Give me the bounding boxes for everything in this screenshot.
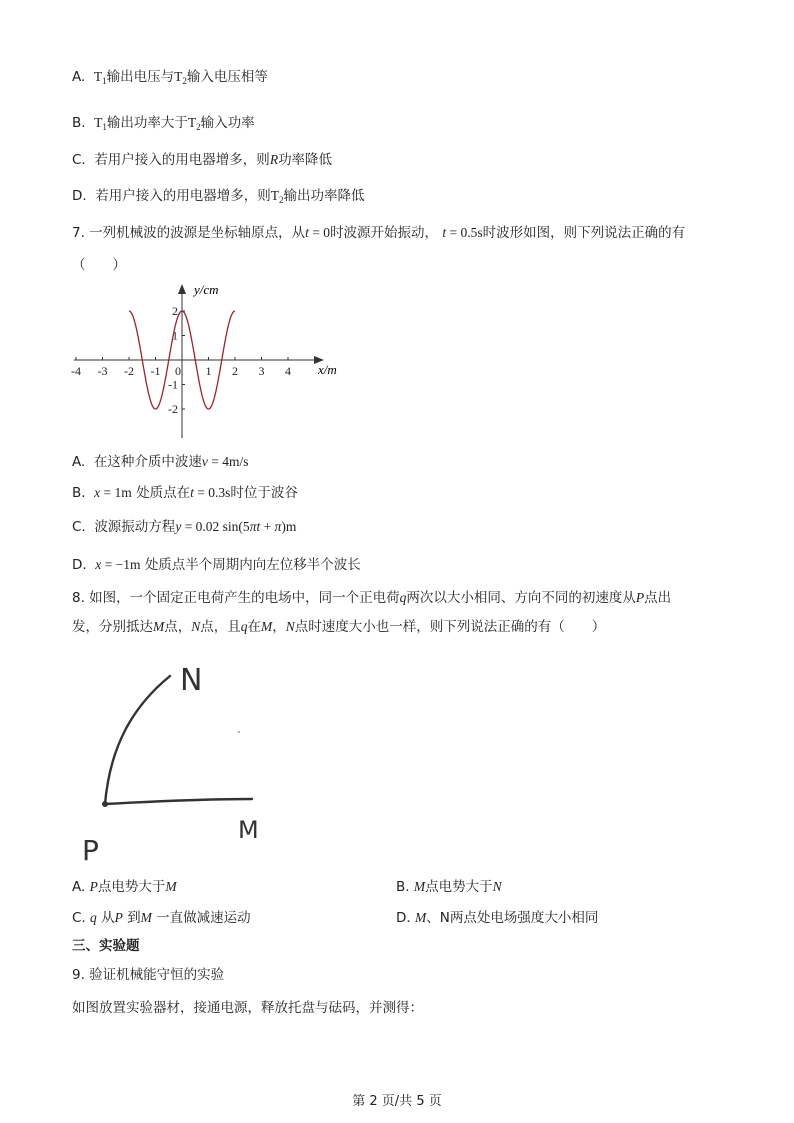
x-tick-label: 4: [285, 364, 291, 378]
y-axis-label: y/cm: [194, 282, 219, 297]
q6-option-a: A. $T_1$输出电压与$T_2$输入电压相等: [72, 69, 268, 86]
field-sketch: [70, 652, 290, 872]
y-tick-label: 2: [172, 304, 178, 318]
path-p-to-m: [105, 799, 252, 804]
x-tick-label: -4: [71, 364, 81, 378]
x-axis-label: x/m: [318, 362, 337, 377]
q7-option-b: B. x = 1m 处质点在t = 0.3s时位于波谷: [72, 485, 298, 501]
q8-option-c: C. q 从P 到M 一直做减速运动: [72, 910, 251, 926]
label-m: M: [238, 816, 259, 844]
q9-body: 如图放置实验器材，接通电源，释放托盘与砝码，并测得：: [72, 1000, 423, 1016]
q6-option-b: B. $T_1$输出功率大于$T_2$输入功率: [72, 115, 255, 132]
x-tick-label: 1: [205, 364, 212, 378]
label-p: P: [82, 834, 99, 867]
path-p-to-n: [105, 676, 170, 804]
q8-option-a: A. P点电势大于M: [72, 879, 177, 895]
q6-option-d: D. 若用户接入的用电器增多，则$T_2$输出功率降低: [72, 188, 365, 205]
x-tick-label: -2: [124, 364, 134, 378]
point-p: [102, 801, 108, 807]
q8-option-d: D. M、N两点处电场强度大小相同: [396, 910, 599, 926]
dot-mark: [238, 731, 240, 733]
q7-option-d: D. x = −1m 处质点半个周期内向左位移半个波长: [72, 557, 361, 573]
x-tick-label: 2: [232, 364, 238, 378]
q7-answer-paren: （ ）: [72, 257, 126, 273]
q8-stem-line1: 8. 如图，一个固定正电荷产生的电场中，同一个正电荷q两次以大小相同、方向不同的初速度从P点出: [72, 590, 672, 606]
y-axis-arrow-icon: [178, 284, 186, 294]
y-tick-label: -1: [168, 377, 178, 392]
q8-stem-line2: 发，分别抵达M点，N点，且q在M，N点时速度大小也一样，则下列说法正确的有（ ）: [72, 619, 606, 635]
x-tick-label: -1: [150, 364, 161, 378]
q8-option-b: B. M点电势大于N: [396, 879, 502, 895]
y-tick-label: -2: [168, 402, 178, 416]
page-footer: 第 2 页/共 5 页: [352, 1094, 442, 1109]
q6-option-c: C. 若用户接入的用电器增多，则R功率降低: [72, 152, 333, 168]
section-title: 三、实验题: [72, 938, 140, 954]
x-tick-label: 0: [175, 364, 181, 378]
q7-stem: 7. 一列机械波的波源是坐标轴原点，从t = 0时波源开始振动， t = 0.5s时波形如图，则下列说法正确的有: [72, 225, 686, 241]
wave-graph: [68, 282, 358, 446]
q7-option-a: A. 在这种介质中波速v = 4m/s: [72, 454, 249, 470]
label-n: N: [180, 663, 203, 698]
q9-title: 9. 验证机械能守恒的实验: [72, 967, 225, 983]
x-tick-label: 3: [258, 364, 265, 378]
q7-option-c: C. 波源振动方程y = 0.02 sin(5πt + π)m: [72, 519, 297, 535]
y-tick-label: 1: [172, 328, 178, 343]
x-tick-label: -3: [97, 364, 108, 378]
